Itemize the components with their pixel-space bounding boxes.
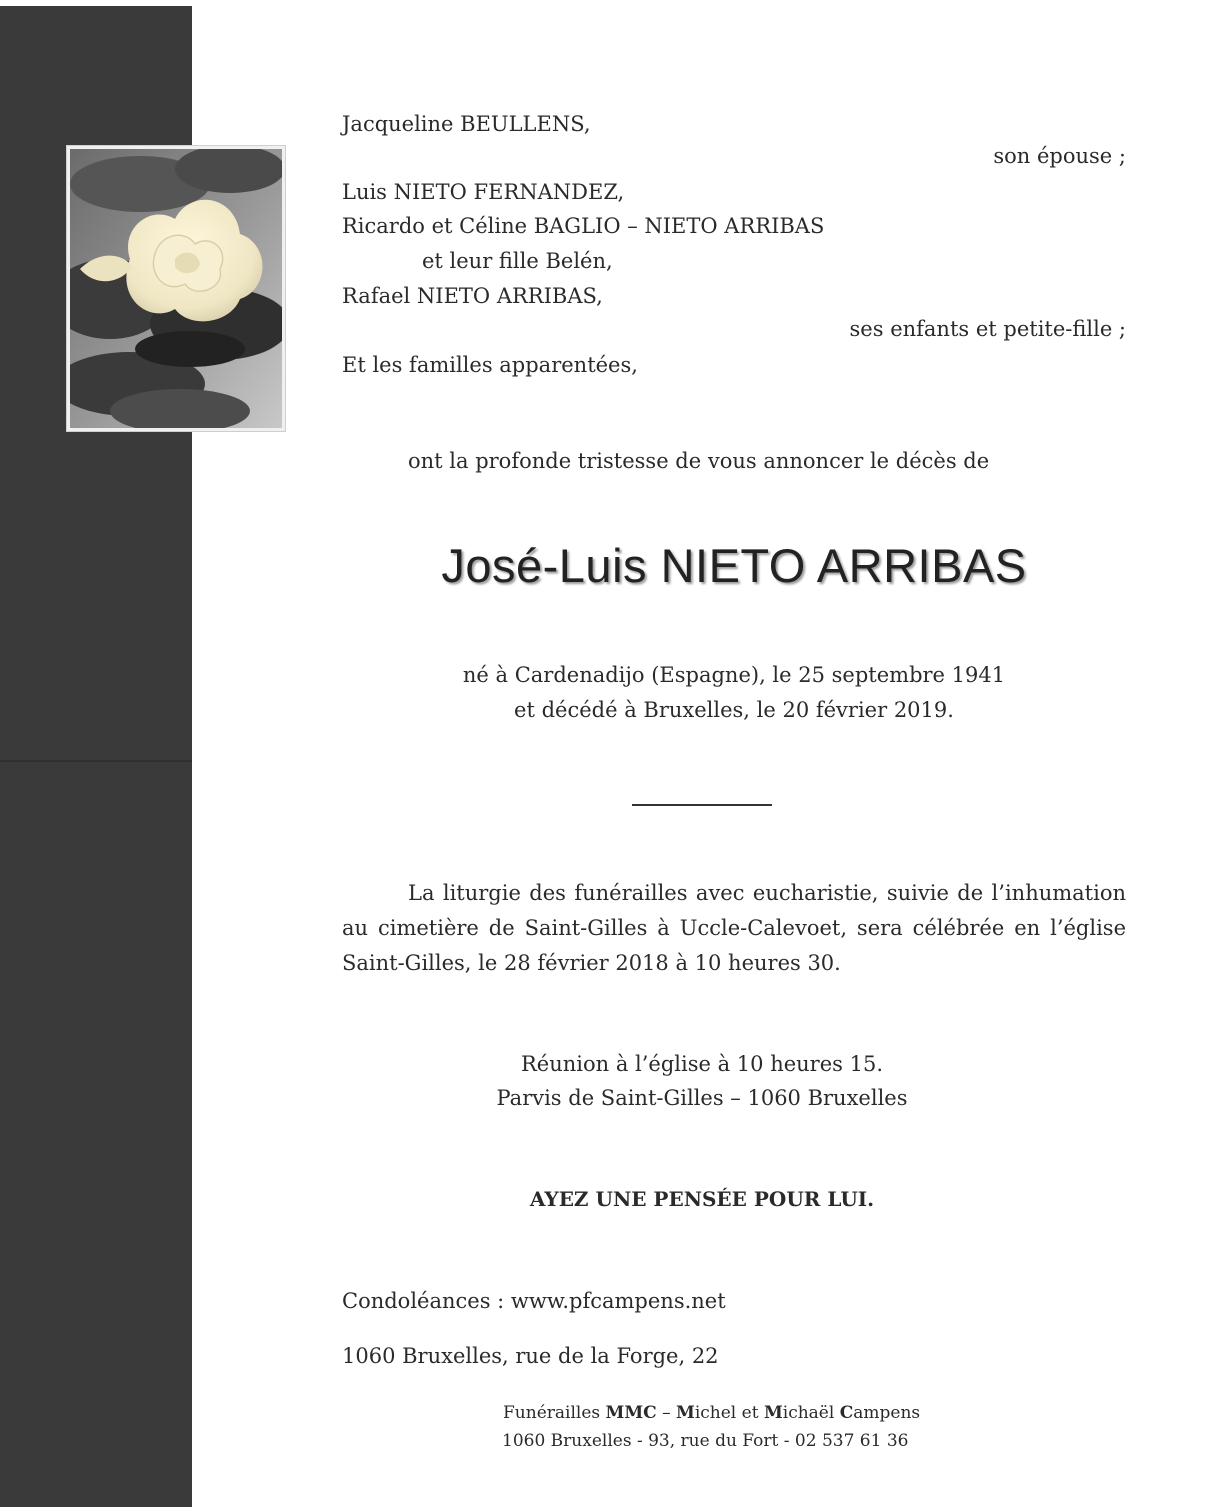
- funeral-home-prefix: Funérailles: [503, 1403, 606, 1423]
- home-address-line: 1060 Bruxelles, rue de la Forge, 22: [342, 1344, 719, 1368]
- child-name-3: Rafael NIETO ARRIBAS,: [342, 284, 603, 308]
- separator-rule: [632, 804, 772, 806]
- meeting-line: Réunion à l’église à 10 heures 15.: [520, 1052, 883, 1076]
- funeral-home-contact: 1060 Bruxelles - 93, rue du Fort - 02 537 61 36: [502, 1431, 909, 1451]
- white-flower-icon: [70, 149, 282, 428]
- name-part-1: ichel et: [694, 1403, 764, 1423]
- death-line: et décédé à Bruxelles, le 20 février 2019.: [514, 698, 954, 722]
- church-address: Parvis de Saint-Gilles – 1060 Bruxelles: [496, 1086, 908, 1110]
- mmc-abbrev: MMC: [605, 1403, 657, 1423]
- name-part-3: ampens: [853, 1403, 921, 1423]
- closing-line: AYEZ UNE PENSÉE POUR LUI.: [529, 1187, 875, 1211]
- initial-m1: M: [676, 1403, 695, 1423]
- announcement-line: ont la profonde tristesse de vous annoncer le décès de: [408, 449, 990, 473]
- child-name-2: Ricardo et Céline BAGLIO – NIETO ARRIBAS: [342, 214, 825, 238]
- deceased-name: José-Luis NIETO ARRIBAS: [441, 539, 1027, 592]
- footer-dash: –: [656, 1403, 676, 1423]
- funeral-home-name: [503, 1405, 920, 1422]
- relatives-line: Et les familles apparentées,: [342, 353, 638, 377]
- name-part-2: ichaël: [782, 1403, 840, 1423]
- ceremony-paragraph: La liturgie des funérailles avec eucharistie, suivie de l’inhumation au cimetière de Saint-Gilles à Uccle-Calevoet, sera célébrée en l’église Saint-Gilles, le 28 février 2018 à 10 heures 30.: [342, 881, 1126, 975]
- child-name-1: Luis NIETO FERNANDEZ,: [342, 180, 625, 204]
- initial-m2: M: [763, 1403, 783, 1423]
- condolences-line: Condoléances : www.pfcampens.net: [342, 1289, 726, 1313]
- children-role: ses enfants et petite-fille ;: [849, 317, 1126, 341]
- birth-line: né à Cardenadijo (Espagne), le 25 septembre 1941: [462, 663, 1006, 687]
- spouse-role: son épouse ;: [993, 144, 1126, 168]
- grandchild-name: et leur fille Belén,: [422, 249, 613, 273]
- spouse-name: Jacqueline BEULLENS,: [342, 112, 591, 136]
- flower-photo: [66, 145, 286, 432]
- band-fold-line: [0, 760, 192, 762]
- initial-c: C: [839, 1403, 854, 1423]
